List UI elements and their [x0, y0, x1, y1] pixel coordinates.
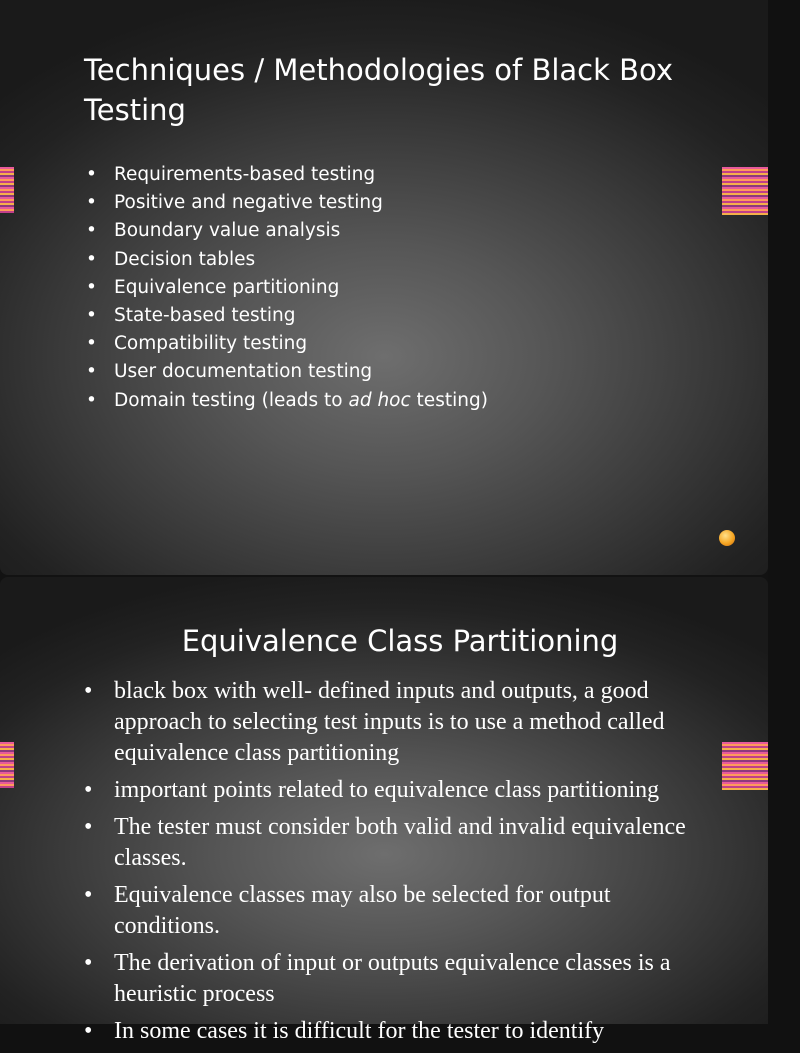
list-item	[84, 1016, 704, 1047]
list-item	[84, 948, 704, 1010]
list-item	[86, 246, 488, 274]
bullet-icon: •	[86, 220, 97, 242]
left-stripe-accent-icon	[0, 167, 14, 213]
techniques-list	[86, 161, 488, 415]
slide-equivalence-class-partitioning	[0, 577, 768, 1044]
bullet-icon: •	[84, 777, 93, 803]
list-item-text: Equivalence partitioning	[114, 276, 340, 298]
list-item-text: The tester must consider both valid and invalid equivalence classes.	[114, 814, 686, 871]
list-item-text-after: testing)	[410, 389, 488, 411]
bullet-icon: •	[84, 814, 93, 840]
list-item	[86, 189, 488, 217]
bullet-icon: •	[86, 192, 97, 214]
slide-title: Techniques / Methodologies of Black Box Testing	[84, 53, 674, 127]
right-stripe-accent-icon	[722, 167, 768, 215]
bullet-icon: •	[86, 361, 97, 383]
list-item	[84, 775, 704, 806]
list-item-text: Equivalence classes may also be selected for output conditions.	[114, 882, 611, 939]
list-item	[86, 217, 488, 245]
list-item	[84, 676, 704, 769]
list-item-text: User documentation testing	[114, 361, 373, 383]
bullet-icon: •	[84, 950, 93, 976]
list-item-text: In some cases it is difficult for the tester to identify	[114, 1018, 605, 1044]
bullet-icon: •	[86, 305, 97, 327]
bullet-icon: •	[86, 248, 97, 270]
list-item	[84, 812, 704, 874]
list-item-text: The derivation of input or outputs equivalence classes is a heuristic process	[114, 950, 671, 1007]
left-stripe-accent-icon	[0, 742, 14, 788]
bullet-icon: •	[86, 389, 97, 411]
right-stripe-accent-icon	[722, 742, 768, 790]
list-item	[84, 880, 704, 942]
list-item-text: important points related to equivalence class partitioning	[114, 777, 660, 803]
bullet-icon: •	[84, 678, 93, 704]
list-item-italic-text: ad hoc	[348, 389, 411, 411]
list-item-text: Compatibility testing	[114, 333, 308, 355]
bullet-icon: •	[86, 164, 97, 185]
list-item	[86, 161, 488, 189]
slide-title: Equivalence Class Partitioning	[181, 624, 619, 658]
bullet-icon: •	[86, 276, 97, 298]
bullet-icon: •	[84, 882, 93, 908]
list-item	[86, 358, 488, 386]
list-item-text-before: Domain testing (leads to	[114, 389, 349, 411]
list-item-text: Boundary value analysis	[114, 220, 341, 242]
orange-orb-icon	[719, 530, 735, 546]
bullet-icon: •	[86, 333, 97, 355]
list-item	[86, 330, 488, 358]
list-item-text: black box with well- defined inputs and outputs, a good approach to selecting test inputs is to use a method called equivalence class partitioning	[114, 678, 665, 766]
list-item	[86, 387, 488, 415]
list-item	[86, 274, 488, 302]
bullet-icon: •	[84, 1018, 93, 1044]
list-item-text: Requirements-based testing	[114, 164, 376, 185]
partitioning-points-list	[84, 676, 704, 1053]
list-item-text: Positive and negative testing	[114, 192, 383, 214]
list-item-text: Decision tables	[114, 248, 256, 270]
list-item-text: State-based testing	[114, 305, 296, 327]
list-item	[86, 302, 488, 330]
